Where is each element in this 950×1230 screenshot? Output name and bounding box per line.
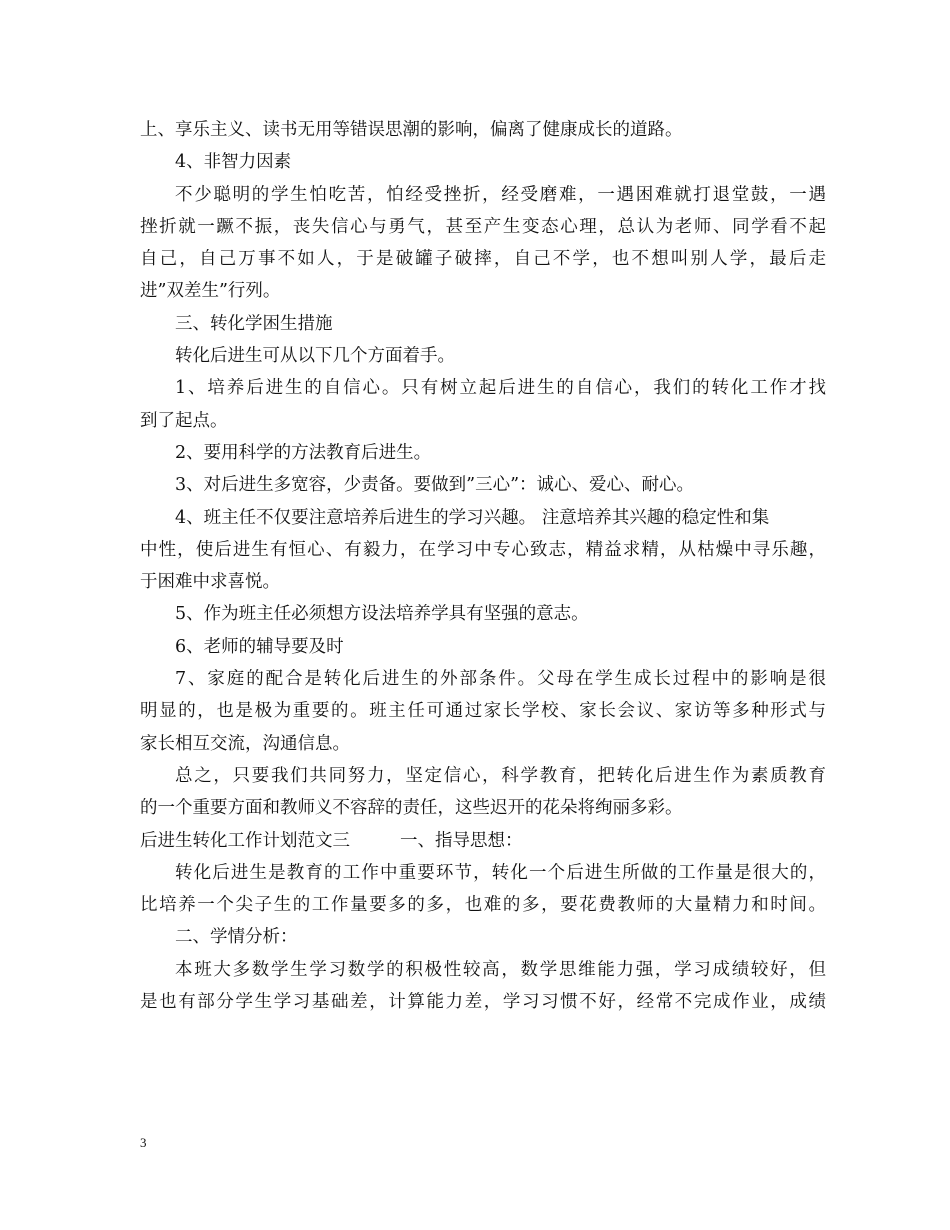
paragraph-line: 不少聪明的学生怕吃苦，怕经受挫折，经受磨难，一遇困难就打退堂鼓，一遇 — [175, 184, 826, 205]
paragraph-line: 总之，只要我们共同努力，坚定信心，科学教育，把转化后进生作为素质教育 — [175, 765, 826, 786]
paragraph-line: 中性，使后进生有恒心、有毅力，在学习中专心致志，精益求精，从枯燥中寻乐趣， — [140, 539, 826, 560]
paragraph-line: 5、作为班主任必须想方设法培养学具有坚强的意志。 — [175, 604, 589, 625]
paragraph-line: 家长相互交流，沟通信息。 — [140, 733, 350, 754]
paragraph-line: 1、培养后进生的自信心。只有树立起后进生的自信心，我们的转化工作才找 — [175, 378, 826, 399]
paragraph-line: 进”双差生”行列。 — [140, 281, 281, 302]
paragraph-line: 到了起点。 — [140, 410, 228, 431]
paragraph-line: 转化后进生可从以下几个方面着手。 — [175, 346, 455, 367]
paragraph-line: 3、对后进生多宽容，少责备。要做到”三心”：诚心、爱心、耐心。 — [175, 475, 695, 496]
section-title-line — [140, 825, 826, 857]
paragraph-line: 的一个重要方面和教师义不容辞的责任，这些迟开的花朵将绚丽多彩。 — [140, 798, 683, 819]
page-number: 3 — [140, 1135, 147, 1150]
document-body — [140, 114, 826, 1018]
document-title: 后进生转化工作计划范文三 — [140, 830, 350, 851]
paragraph-line: 4、班主任不仅要注意培养后进生的学习兴趣。 注意培养其兴趣的稳定性和集 — [175, 507, 770, 528]
paragraph-line: 本班大多数学生学习数学的积极性较高，数学思维能力强，学习成绩较好，但 — [175, 959, 826, 980]
paragraph-line: 明显的，也是极为重要的。班主任可通过家长学校、家长会议、家访等多种形式与 — [140, 701, 826, 722]
paragraph-line: 2、要用科学的方法教育后进生。 — [175, 442, 432, 463]
paragraph-line: 6、老师的辅导要及时 — [175, 636, 344, 657]
section-heading: 4、非智力因素 — [175, 152, 292, 173]
paragraph-line: 是也有部分学生学习基础差，计算能力差，学习习惯不好，经常不完成作业，成绩 — [140, 992, 826, 1013]
paragraph-line: 比培养一个尖子生的工作量要多的多，也难的多，要花费教师的大量精力和时间。 — [140, 895, 826, 916]
paragraph-line: 上、享乐主义、读书无用等错误思潮的影响，偏离了健康成长的道路。 — [140, 120, 683, 140]
section-heading: 三、转化学困生措施 — [175, 313, 333, 334]
paragraph-line: 7、家庭的配合是转化后进生的外部条件。父母在学生成长过程中的影响是很 — [175, 669, 826, 690]
paragraph-line: 转化后进生是教育的工作中重要环节，转化一个后进生所做的工作量是很大的， — [175, 862, 826, 883]
section-heading: 一、指导思想： — [400, 830, 523, 851]
paragraph-line: 自己，自己万事不如人，于是破罐子破摔，自己不学，也不想叫别人学，最后走 — [140, 249, 826, 270]
paragraph-line: 于困难中求喜悦。 — [140, 572, 280, 593]
section-heading: 二、学情分析： — [175, 927, 298, 948]
paragraph-line: 挫折就一蹶不振，丧失信心与勇气，甚至产生变态心理，总认为老师、同学看不起 — [140, 216, 826, 237]
